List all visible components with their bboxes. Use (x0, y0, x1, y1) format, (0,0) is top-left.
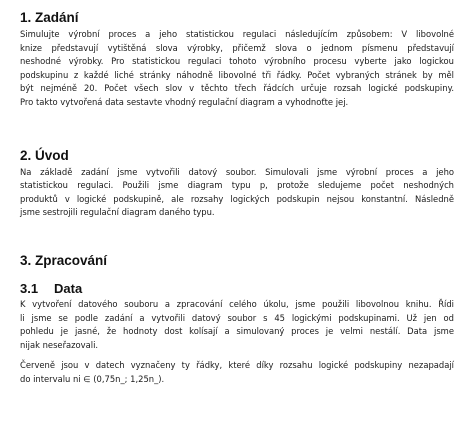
text-line: Na základě zadání jsme vytvořili datový soubor. Simulovali jsme výrobní proces a jeho (20, 166, 454, 177)
paragraph-data-2 (20, 359, 454, 386)
paragraph-zadani (20, 28, 454, 110)
document-page (20, 10, 454, 387)
text-line: li jsme se podle zadání a vytvořili datový soubor s 45 logickými podskupinami. Už jen od (20, 312, 454, 323)
paragraph-data-1 (20, 298, 454, 352)
heading-zadani: 1. Zadání (20, 10, 79, 25)
text-line: Pro takto vytvořená data sestavte vhodný regulační diagram a vyhodnoťte jej. (20, 96, 349, 107)
text-line: knize představují vytištěná slova výrobky, přičemž slova o jednom písmenu představují (20, 42, 454, 53)
paragraph-uvod (20, 166, 454, 220)
text-line: být nejméně 20. Počet všech slov v těchto třech řádcích určuje rozsah logické podskupiny. (20, 83, 454, 94)
heading-zpracovani: 3. Zpracování (20, 252, 108, 268)
text-line: do intervalu ni ∈ (0,75n_; 1,25n_). (20, 373, 165, 384)
subsection-title: Data (54, 280, 83, 296)
text-line: Červeně jsou v datech vyznačeny ty řádky, které díky rozsahu logické podskupiny nezapadají (20, 360, 454, 371)
text-line: pohledu je jasné, že hodnoty dost kolísají a simulovaný proces je velmi nestálí. Data jsme (20, 326, 454, 337)
text-line: neshodné výrobky. Pro statistickou regulaci tohoto výrobního procesu vyberte jako logickou (20, 56, 454, 67)
text-line: produktů v logické podskupině, ale rozsahy logických podskupin nejsou konstantní. Následně (20, 193, 454, 204)
text-line: jsme sestrojili regulační diagram daného typu. (20, 207, 215, 218)
text-line: Simulujte výrobní proces a jeho statistickou regulaci následujícím způsobem: V libovolné (20, 29, 454, 39)
heading-uvod: 2. Úvod (20, 147, 69, 163)
text-line: podskupinu z každé liché stránky náhodně libovolné tři řádky. Počet vybraných stránek by měl (20, 69, 454, 80)
text-line: statistickou regulaci. Použili jsme diagram typu p, protože sledujeme počet neshodných (20, 180, 454, 191)
subsection-number: 3.1 (20, 280, 39, 296)
heading-data (20, 281, 454, 297)
text-line: nijak neseřazovali. (20, 339, 99, 350)
text-line: K vytvoření datového souboru a zpracování celého úkolu, jsme použili libovolnou knihu. Řídi (20, 298, 454, 309)
